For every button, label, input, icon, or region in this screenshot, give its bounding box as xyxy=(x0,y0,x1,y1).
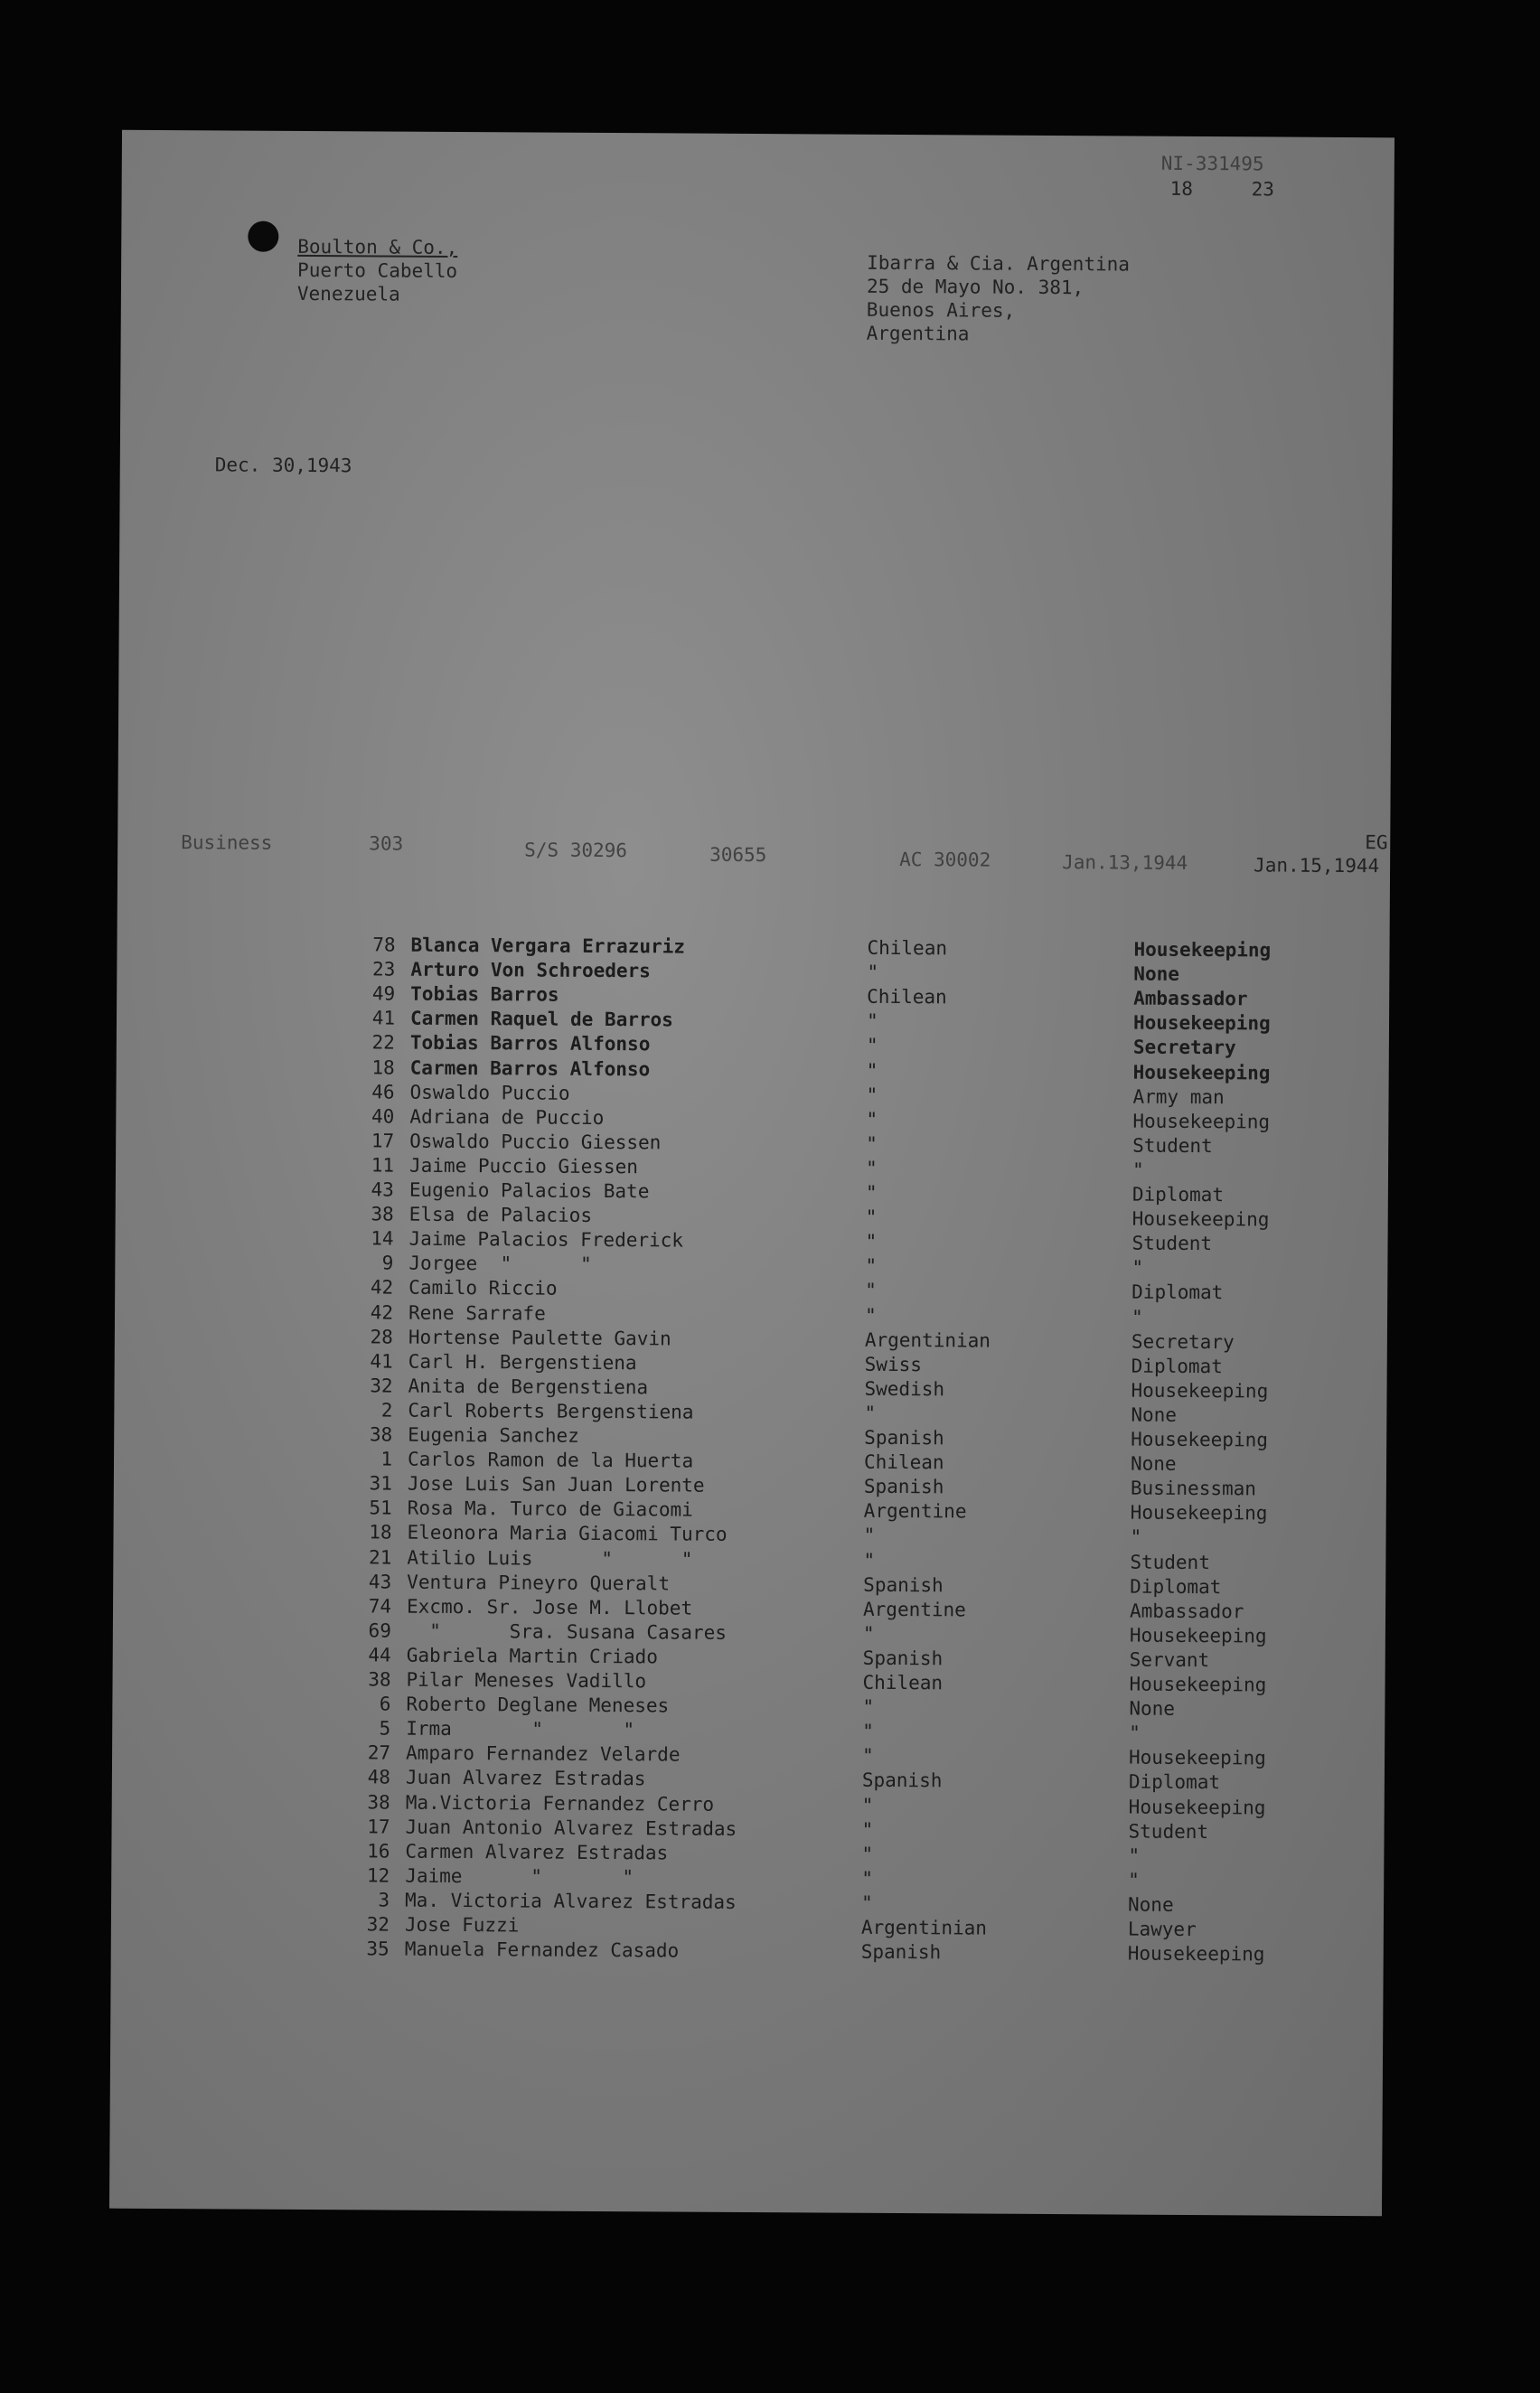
passenger-occupation: Housekeeping xyxy=(1130,1501,1268,1525)
passenger-occupation: " xyxy=(1128,1869,1140,1891)
passenger-name: Rene Sarrafe xyxy=(408,1301,546,1325)
passenger-name: Carmen Barros Alfonso xyxy=(409,1056,651,1080)
passenger-nationality: " xyxy=(867,961,879,983)
passenger-name: Rosa Ma. Turco de Giacomi xyxy=(407,1497,693,1521)
passenger-name: Carl H. Bergenstiena xyxy=(408,1350,637,1374)
summary-date-2: Jan.15,1944 xyxy=(1254,854,1380,877)
passenger-nationality: Argentinian xyxy=(864,1328,991,1352)
passenger-occupation: " xyxy=(1132,1159,1144,1181)
passenger-age: 35 xyxy=(366,1938,390,1960)
recipient-line: Buenos Aires, xyxy=(866,298,1016,322)
passenger-nationality: " xyxy=(861,1867,873,1890)
summary-category: Business xyxy=(181,831,273,854)
passenger-name: Elsa de Palacios xyxy=(408,1203,593,1227)
passenger-nationality: " xyxy=(862,1720,874,1743)
passenger-occupation: Housekeeping xyxy=(1131,1428,1268,1451)
passenger-occupation: Student xyxy=(1132,1134,1213,1157)
passenger-nationality: Argentinian xyxy=(860,1916,988,1939)
passenger-name: Oswaldo Puccio Giessen xyxy=(409,1130,662,1154)
passenger-nationality: " xyxy=(865,1230,878,1253)
passenger-name: Amparo Fernandez Velarde xyxy=(405,1741,681,1766)
passenger-occupation: Servant xyxy=(1129,1648,1210,1671)
passenger-occupation: Housekeeping xyxy=(1132,1207,1270,1231)
passenger-occupation: Diplomat xyxy=(1132,1281,1224,1304)
passenger-age: 42 xyxy=(370,1276,394,1299)
passenger-nationality: " xyxy=(866,1010,878,1033)
reference-number: NI-331495 xyxy=(1160,152,1264,175)
passenger-name: Jaime Palacios Frederick xyxy=(408,1227,684,1252)
reference-page: 18 xyxy=(1169,177,1194,200)
recipient-line: Argentina xyxy=(866,322,970,345)
passenger-occupation: Businessman xyxy=(1130,1477,1257,1500)
passenger-name: Blanca Vergara Errazuriz xyxy=(410,934,686,958)
passenger-nationality: " xyxy=(865,1181,878,1204)
passenger-age: 31 xyxy=(369,1472,392,1495)
passenger-age: 12 xyxy=(366,1864,390,1887)
passenger-age: 16 xyxy=(367,1840,390,1863)
passenger-nationality: " xyxy=(866,1035,878,1057)
passenger-nationality: Spanish xyxy=(864,1426,944,1450)
passenger-nationality: Swedish xyxy=(864,1377,945,1401)
passenger-age: 41 xyxy=(370,1350,393,1373)
passenger-name: Eleonora Maria Giacomi Turco xyxy=(407,1522,728,1546)
passenger-name: Tobias Barros Alfonso xyxy=(409,1032,651,1056)
passenger-occupation: Diplomat xyxy=(1132,1183,1225,1206)
passenger-age: 42 xyxy=(370,1300,394,1324)
passenger-nationality: " xyxy=(864,1304,877,1327)
passenger-name: Carmen Alvarez Estradas xyxy=(405,1840,669,1864)
passenger-age: 11 xyxy=(371,1154,395,1177)
passenger-occupation: Housekeeping xyxy=(1128,1796,1266,1818)
passenger-occupation: " xyxy=(1131,1306,1143,1328)
document-date: Dec. 30,1943 xyxy=(214,454,352,477)
passenger-name: Jose Fuzzi xyxy=(404,1913,520,1937)
passenger-occupation: Student xyxy=(1130,1551,1210,1573)
passenger-name: Carlos Ramon de la Huerta xyxy=(407,1448,694,1472)
sender-line: Boulton & Co., xyxy=(297,235,458,258)
passenger-name: Excmo. Sr. Jose M. Llobet xyxy=(406,1595,693,1619)
passenger-name: Carmen Raquel de Barros xyxy=(409,1007,673,1031)
passenger-nationality: " xyxy=(863,1525,876,1547)
passenger-age: 41 xyxy=(371,1007,396,1029)
passenger-nationality: " xyxy=(863,1549,876,1572)
passenger-occupation: Housekeeping xyxy=(1132,1011,1271,1035)
summary-date-1: Jan.13,1944 xyxy=(1062,851,1188,874)
passenger-occupation: " xyxy=(1132,1256,1144,1279)
passenger-name: Gabriela Martin Criado xyxy=(406,1644,658,1668)
summary-ac: AC 30002 xyxy=(899,848,991,871)
document-sheet xyxy=(109,130,1394,2217)
passenger-name: Manuela Fernandez Casado xyxy=(404,1938,680,1962)
passenger-age: 46 xyxy=(371,1081,395,1103)
passenger-age: 38 xyxy=(371,1203,394,1225)
passenger-age: 18 xyxy=(369,1521,392,1544)
passenger-age: 69 xyxy=(368,1619,391,1642)
passenger-name: Arturo Von Schroeders xyxy=(410,958,651,982)
passenger-name: Jaime " " xyxy=(405,1864,634,1889)
passenger-occupation: Army man xyxy=(1132,1085,1225,1108)
passenger-name: Roberto Deglane Meneses xyxy=(406,1693,670,1717)
passenger-nationality: " xyxy=(865,1280,877,1302)
passenger-age: 18 xyxy=(371,1056,395,1079)
passenger-age: 43 xyxy=(368,1571,392,1593)
passenger-age: 17 xyxy=(371,1130,395,1152)
passenger-occupation: " xyxy=(1129,1722,1141,1744)
passenger-nationality: Chilean xyxy=(862,1671,944,1694)
passenger-name: Ma.Victoria Fernandez Cerro xyxy=(405,1791,715,1816)
passenger-nationality: Argentine xyxy=(862,1598,966,1621)
passenger-nationality: " xyxy=(865,1206,878,1228)
passenger-age: 5 xyxy=(379,1717,391,1740)
passenger-occupation: " xyxy=(1130,1525,1142,1549)
passenger-nationality: " xyxy=(866,1059,878,1082)
sender-line: Puerto Cabello xyxy=(297,258,458,282)
passenger-nationality: " xyxy=(860,1891,873,1914)
passenger-occupation: Secretary xyxy=(1131,1330,1235,1353)
passenger-occupation: Diplomat xyxy=(1128,1770,1221,1794)
passenger-name: Carl Roberts Bergenstiena xyxy=(408,1399,694,1423)
passenger-name: Hortense Paulette Gavin xyxy=(408,1326,671,1350)
passenger-name: Ventura Pineyro Queralt xyxy=(407,1571,671,1595)
passenger-nationality: " xyxy=(861,1794,874,1816)
passenger-occupation: Housekeeping xyxy=(1128,1746,1266,1769)
passenger-age: 48 xyxy=(367,1766,390,1788)
passenger-name: Eugenio Palacios Bate xyxy=(408,1178,650,1203)
summary-count: 303 xyxy=(369,832,404,855)
passenger-occupation: None xyxy=(1133,962,1180,985)
reference-page-alt: 23 xyxy=(1251,178,1275,201)
recipient-line: Ibarra & Cia. Argentina xyxy=(867,251,1131,276)
passenger-nationality: " xyxy=(865,1157,878,1179)
passenger-name: Ma. Victoria Alvarez Estradas xyxy=(405,1889,737,1913)
passenger-nationality: Spanish xyxy=(860,1940,942,1964)
passenger-age: 22 xyxy=(371,1031,395,1054)
passenger-occupation: Ambassador xyxy=(1129,1600,1244,1623)
passenger-occupation: None xyxy=(1130,1452,1177,1475)
passenger-occupation: None xyxy=(1129,1697,1176,1720)
passenger-occupation: None xyxy=(1127,1893,1174,1916)
passenger-nationality: Chilean xyxy=(867,936,948,960)
passenger-occupation: Diplomat xyxy=(1130,1575,1222,1598)
punch-hole xyxy=(248,221,278,252)
passenger-age: 9 xyxy=(381,1252,394,1274)
passenger-nationality: Spanish xyxy=(862,1647,944,1670)
passenger-name: Jaime Puccio Giessen xyxy=(408,1154,638,1178)
passenger-occupation: Housekeeping xyxy=(1127,1942,1265,1966)
passenger-name: Anita de Bergenstiena xyxy=(408,1375,649,1399)
passenger-nationality: " xyxy=(862,1695,875,1718)
passenger-age: 38 xyxy=(369,1423,393,1446)
passenger-occupation: Housekeeping xyxy=(1132,1110,1271,1133)
passenger-age: 38 xyxy=(367,1790,390,1814)
passenger-age: 74 xyxy=(368,1595,392,1618)
passenger-occupation: Student xyxy=(1132,1232,1213,1255)
passenger-nationality: " xyxy=(864,1402,877,1424)
passenger-age: 78 xyxy=(372,934,396,956)
passenger-occupation: Housekeeping xyxy=(1131,1379,1269,1403)
passenger-age: 44 xyxy=(368,1644,391,1666)
passenger-age: 1 xyxy=(380,1448,393,1470)
passenger-name: Camilo Riccio xyxy=(408,1277,558,1300)
passenger-occupation: Lawyer xyxy=(1127,1918,1197,1941)
passenger-name: Eugenia Sanchez xyxy=(408,1423,579,1447)
passenger-occupation: Housekeeping xyxy=(1129,1624,1267,1647)
passenger-age: 38 xyxy=(368,1668,391,1691)
passenger-nationality: " xyxy=(865,1255,878,1278)
passenger-age: 23 xyxy=(371,958,396,981)
passenger-nationality: Argentine xyxy=(863,1500,967,1523)
passenger-nationality: Spanish xyxy=(861,1769,943,1792)
passenger-age: 6 xyxy=(379,1693,391,1715)
passenger-age: 32 xyxy=(370,1375,393,1397)
passenger-nationality: " xyxy=(861,1818,874,1841)
passenger-nationality: " xyxy=(862,1622,875,1645)
passenger-occupation: Diplomat xyxy=(1131,1355,1223,1377)
passenger-nationality: " xyxy=(861,1843,874,1865)
passenger-occupation: Student xyxy=(1128,1820,1209,1843)
passenger-name: Juan Alvarez Estradas xyxy=(405,1767,646,1790)
sender-line: Venezuela xyxy=(296,282,400,305)
passenger-age: 32 xyxy=(366,1913,390,1936)
passenger-name: " Sra. Susana Casares xyxy=(406,1619,727,1644)
passenger-occupation: Housekeeping xyxy=(1129,1673,1267,1696)
passenger-age: 21 xyxy=(369,1545,392,1569)
passenger-age: 14 xyxy=(371,1227,394,1250)
summary-number: 30655 xyxy=(709,843,767,867)
passenger-age: 2 xyxy=(380,1399,393,1422)
passenger-nationality: Spanish xyxy=(863,1475,944,1498)
passenger-name: Oswaldo Puccio xyxy=(409,1081,570,1104)
passenger-occupation: None xyxy=(1131,1403,1178,1426)
passenger-nationality: Swiss xyxy=(864,1353,923,1375)
passenger-age: 49 xyxy=(371,982,396,1005)
passenger-age: 51 xyxy=(369,1497,392,1519)
passenger-occupation: Housekeeping xyxy=(1132,1061,1271,1084)
recipient-line: 25 de Mayo No. 381, xyxy=(866,275,1085,299)
passenger-name: Irma " " xyxy=(406,1717,635,1741)
passenger-nationality: " xyxy=(861,1745,874,1768)
passenger-nationality: " xyxy=(866,1108,878,1131)
passenger-name: Pilar Meneses Vadillo xyxy=(406,1668,647,1693)
passenger-age: 28 xyxy=(370,1326,393,1348)
passenger-name: Atilio Luis " " xyxy=(407,1546,693,1571)
summary-ship: S/S 30296 xyxy=(524,839,628,862)
passenger-age: 17 xyxy=(367,1816,390,1838)
passenger-name: Juan Antonio Alvarez Estradas xyxy=(405,1816,737,1840)
passenger-nationality: " xyxy=(866,1084,878,1106)
passenger-age: 27 xyxy=(367,1741,391,1764)
passenger-name: Tobias Barros xyxy=(410,982,559,1006)
passenger-nationality: Chilean xyxy=(867,985,947,1009)
passenger-age: 3 xyxy=(378,1889,390,1911)
passenger-nationality: " xyxy=(866,1132,878,1155)
passenger-occupation: " xyxy=(1128,1844,1141,1867)
passenger-occupation: Housekeeping xyxy=(1133,938,1272,962)
passenger-nationality: Chilean xyxy=(863,1450,944,1474)
passenger-nationality: Spanish xyxy=(863,1573,944,1596)
passenger-occupation: Ambassador xyxy=(1133,987,1248,1010)
passenger-name: Jose Luis San Juan Lorente xyxy=(407,1472,705,1497)
passenger-age: 40 xyxy=(371,1105,395,1128)
summary-code: EG xyxy=(1365,831,1388,854)
passenger-name: Jorgee " " xyxy=(408,1252,592,1276)
passenger-age: 43 xyxy=(371,1178,394,1201)
passenger-name: Adriana de Puccio xyxy=(409,1105,605,1129)
passenger-occupation: Secretary xyxy=(1132,1036,1236,1059)
